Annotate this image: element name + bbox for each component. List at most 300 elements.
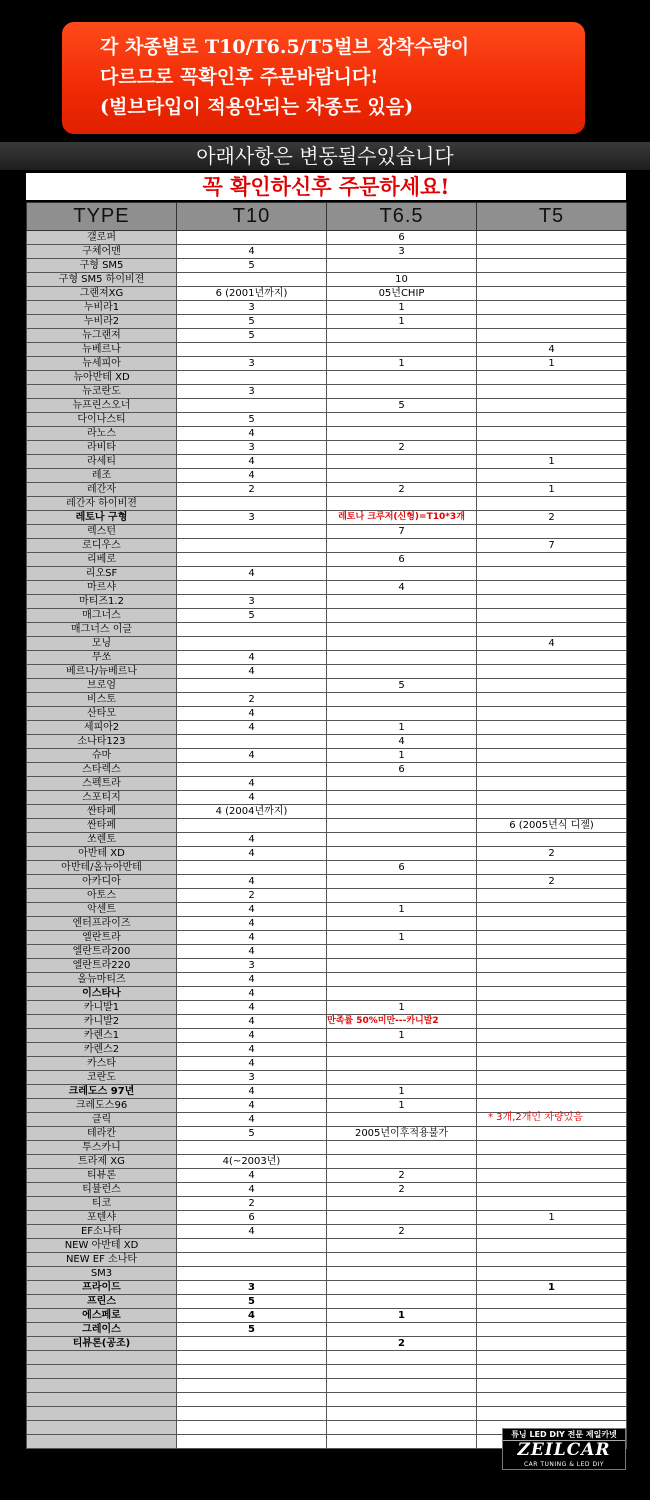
t5-cell [477, 1197, 627, 1211]
t10-cell [177, 1379, 327, 1393]
table-row [27, 273, 627, 287]
table-row [27, 721, 627, 735]
t6-5-cell [327, 1421, 477, 1435]
t5-cell [477, 231, 627, 245]
t6-5-cell [327, 1197, 477, 1211]
t5-cell [477, 805, 627, 819]
car-model-cell: 리오SF [27, 567, 177, 581]
car-model-cell: 티코 [27, 1197, 177, 1211]
t6-5-cell: 만족률 50%미만---카니발2 [327, 1015, 477, 1029]
table-row [27, 805, 627, 819]
t5-cell [477, 413, 627, 427]
car-model-cell: 뉴아반테 XD [27, 371, 177, 385]
car-model-cell: 포텐샤 [27, 1211, 177, 1225]
car-model-cell: 티뷰론 [27, 1169, 177, 1183]
t10-cell: 5 [177, 1127, 327, 1141]
car-model-cell: 티뷰론(공조) [27, 1337, 177, 1351]
t6-5-cell [327, 385, 477, 399]
car-model-cell: 라노스 [27, 427, 177, 441]
t10-cell: 3 [177, 357, 327, 371]
t6-5-cell [327, 693, 477, 707]
t6-5-cell: 3 [327, 245, 477, 259]
t6-5-cell [327, 1281, 477, 1295]
table-row [27, 1379, 627, 1393]
t10-cell [177, 735, 327, 749]
t5-cell [477, 623, 627, 637]
table-row [27, 1253, 627, 1267]
car-model-cell: 엔터프라이즈 [27, 917, 177, 931]
table-row [27, 357, 627, 371]
t5-cell [477, 917, 627, 931]
t5-cell [477, 1057, 627, 1071]
table-row [27, 847, 627, 861]
t10-cell: 4 [177, 567, 327, 581]
table-row [27, 973, 627, 987]
car-model-cell: 아카디아 [27, 875, 177, 889]
car-model-cell: 코란도 [27, 1071, 177, 1085]
t10-cell: 4 [177, 777, 327, 791]
t5-cell [477, 1225, 627, 1239]
t6-5-cell: 1 [327, 903, 477, 917]
t5-cell [477, 567, 627, 581]
car-model-cell: 세피아2 [27, 721, 177, 735]
car-model-cell: 레간자 [27, 483, 177, 497]
t10-cell [177, 1267, 327, 1281]
t10-cell: 4 [177, 1001, 327, 1015]
table-row [27, 595, 627, 609]
car-model-cell: 뉴프린스오너 [27, 399, 177, 413]
t6-5-cell: 4 [327, 581, 477, 595]
t6-5-cell [327, 777, 477, 791]
t10-cell: 2 [177, 693, 327, 707]
warning-banner [62, 22, 585, 134]
t10-cell: 5 [177, 1323, 327, 1337]
table-header-row [27, 203, 627, 231]
t10-cell: 4 [177, 455, 327, 469]
t5-cell [477, 399, 627, 413]
t5-cell [477, 1169, 627, 1183]
t6-5-cell [327, 707, 477, 721]
t10-cell [177, 231, 327, 245]
t10-cell: 4 [177, 791, 327, 805]
t6-5-cell: 2 [327, 1225, 477, 1239]
car-model-cell: 이스타나 [27, 987, 177, 1001]
t5-cell: 1 [477, 1281, 627, 1295]
t6-5-cell: 6 [327, 861, 477, 875]
t6-5-cell: 2 [327, 483, 477, 497]
table-row [27, 959, 627, 973]
t5-cell [477, 665, 627, 679]
car-model-cell: 클릭 [27, 1113, 177, 1127]
t6-5-cell [327, 329, 477, 343]
t6-5-cell: 2 [327, 1337, 477, 1351]
table-row [27, 735, 627, 749]
t10-cell: 4 [177, 1169, 327, 1183]
t10-cell: 4 [177, 833, 327, 847]
table-row [27, 707, 627, 721]
car-model-cell: 카니발2 [27, 1015, 177, 1029]
t10-cell [177, 679, 327, 693]
t5-cell [477, 1141, 627, 1155]
t6-5-cell [327, 595, 477, 609]
t10-cell: 3 [177, 301, 327, 315]
table-row [27, 1267, 627, 1281]
car-model-cell: 프린스 [27, 1295, 177, 1309]
t6-5-cell: 1 [327, 315, 477, 329]
table-row [27, 441, 627, 455]
t6-5-cell [327, 833, 477, 847]
t10-cell: 4 [177, 903, 327, 917]
car-model-cell: EF소나타 [27, 1225, 177, 1239]
table-row [27, 371, 627, 385]
t10-cell: 4 [177, 707, 327, 721]
t6-5-cell: 6 [327, 231, 477, 245]
table-row [27, 525, 627, 539]
car-model-cell: 구체어맨 [27, 245, 177, 259]
t10-cell: 4 [177, 245, 327, 259]
car-model-cell: 매그너스 [27, 609, 177, 623]
t10-cell [177, 497, 327, 511]
car-model-cell: 뉴세피아 [27, 357, 177, 371]
car-model-cell: 프라이드 [27, 1281, 177, 1295]
table-row [27, 679, 627, 693]
t6-5-cell: 1 [327, 1085, 477, 1099]
t6-5-cell [327, 1407, 477, 1421]
car-model-cell: 마르샤 [27, 581, 177, 595]
table-row [27, 931, 627, 945]
table-row [27, 609, 627, 623]
t6-5-cell [327, 1239, 477, 1253]
t5-cell [477, 735, 627, 749]
t6-5-cell [327, 539, 477, 553]
t6-5-cell [327, 343, 477, 357]
t6-5-cell [327, 987, 477, 1001]
t10-cell: 2 [177, 483, 327, 497]
t6-5-cell [327, 455, 477, 469]
car-model-cell: 누비라1 [27, 301, 177, 315]
car-model-cell: 다이나스티 [27, 413, 177, 427]
car-model-cell: 리베로 [27, 553, 177, 567]
t5-cell [477, 371, 627, 385]
car-model-cell: 모닝 [27, 637, 177, 651]
car-model-cell [27, 1435, 177, 1449]
header-t6-5: T6.5 [327, 203, 477, 231]
table-row [27, 833, 627, 847]
t5-cell [477, 315, 627, 329]
t10-cell: 4 [177, 917, 327, 931]
table-row [27, 1211, 627, 1225]
car-model-cell: 카렌스2 [27, 1043, 177, 1057]
t6-5-cell [327, 1435, 477, 1449]
table-row [27, 1365, 627, 1379]
t6-5-cell [327, 1253, 477, 1267]
t6-5-cell: 1 [327, 1099, 477, 1113]
t10-cell: 4 [177, 1043, 327, 1057]
t5-cell [477, 1393, 627, 1407]
banner-line-2: 다르므로 꼭확인후 주문바람니다! [100, 66, 379, 88]
table-row [27, 1225, 627, 1239]
t10-cell: 4 [177, 973, 327, 987]
t5-cell [477, 1379, 627, 1393]
car-model-cell: 그랜져XG [27, 287, 177, 301]
car-model-cell [27, 1407, 177, 1421]
t10-cell: 5 [177, 413, 327, 427]
car-model-cell: 비스토 [27, 693, 177, 707]
table-row [27, 819, 627, 833]
t6-5-cell [327, 371, 477, 385]
t10-cell: 2 [177, 1197, 327, 1211]
t10-cell [177, 539, 327, 553]
t10-cell [177, 273, 327, 287]
car-model-cell: 매그너스 이글 [27, 623, 177, 637]
zeilcar-logo [502, 1428, 626, 1470]
t10-cell: 4 [177, 1113, 327, 1127]
t10-cell [177, 763, 327, 777]
table-row [27, 455, 627, 469]
car-model-cell: 마티즈1.2 [27, 595, 177, 609]
car-model-cell: 라비타 [27, 441, 177, 455]
t6-5-cell: 10 [327, 273, 477, 287]
t10-cell [177, 371, 327, 385]
car-model-cell: 소나타123 [27, 735, 177, 749]
logo-brand: ZEILCAR [517, 1440, 611, 1460]
banner-line-1: 각 차종별로 T10/T6.5/T5벌브 장착수량이 [100, 36, 470, 58]
t5-cell [477, 469, 627, 483]
t10-cell [177, 637, 327, 651]
car-model-cell: 아반테/올뉴아반테 [27, 861, 177, 875]
table-row [27, 315, 627, 329]
t5-cell [477, 1323, 627, 1337]
t10-cell: 4 [177, 721, 327, 735]
t6-5-cell: 05년CHIP [327, 287, 477, 301]
table-row [27, 245, 627, 259]
table-row [27, 903, 627, 917]
table-row [27, 259, 627, 273]
t6-5-cell: 1 [327, 1001, 477, 1015]
table-row [27, 1043, 627, 1057]
t6-5-cell [327, 567, 477, 581]
table-row [27, 749, 627, 763]
t5-cell [477, 1337, 627, 1351]
table-row [27, 875, 627, 889]
t6-5-cell [327, 917, 477, 931]
t5-cell: 7 [477, 539, 627, 553]
t5-cell [477, 1253, 627, 1267]
car-model-cell: 쏘렌토 [27, 833, 177, 847]
t6-5-cell [327, 637, 477, 651]
t10-cell: 4 (2004년까지) [177, 805, 327, 819]
car-model-cell: 뉴그랜져 [27, 329, 177, 343]
car-model-cell: 구형 SM5 하이비젼 [27, 273, 177, 287]
t6-5-cell [327, 1071, 477, 1085]
t5-cell [477, 945, 627, 959]
confirm-notice: 꼭 확인하신후 주문하세요! [26, 173, 626, 200]
t5-cell: 2 [477, 875, 627, 889]
table-row [27, 483, 627, 497]
t6-5-cell [327, 805, 477, 819]
t10-cell: 3 [177, 959, 327, 973]
t6-5-cell [327, 1323, 477, 1337]
table-row [27, 329, 627, 343]
car-model-cell: 카스타 [27, 1057, 177, 1071]
car-model-cell: 스펙트라 [27, 777, 177, 791]
change-notice: 아래사항은 변동될수있습니다 [0, 142, 650, 170]
table-row [27, 287, 627, 301]
t5-cell [477, 1071, 627, 1085]
table-row [27, 427, 627, 441]
t10-cell: 3 [177, 441, 327, 455]
t6-5-cell [327, 1351, 477, 1365]
t6-5-cell [327, 1393, 477, 1407]
table-row [27, 693, 627, 707]
t6-5-cell [327, 1365, 477, 1379]
t6-5-cell: 6 [327, 763, 477, 777]
t5-cell [477, 903, 627, 917]
t6-5-cell [327, 1155, 477, 1169]
t5-cell [477, 259, 627, 273]
car-model-cell: 카렌스1 [27, 1029, 177, 1043]
t5-cell [477, 1015, 627, 1029]
t5-cell: 2 [477, 511, 627, 525]
car-model-cell [27, 1351, 177, 1365]
t5-cell [477, 301, 627, 315]
table-row [27, 1169, 627, 1183]
t10-cell: 3 [177, 511, 327, 525]
t10-cell [177, 861, 327, 875]
t10-cell: 4 [177, 1085, 327, 1099]
logo-subtitle: CAR TUNING & LED DIY [523, 1461, 605, 1468]
t6-5-cell: 1 [327, 749, 477, 763]
t10-cell [177, 525, 327, 539]
t5-cell [477, 1043, 627, 1057]
t5-cell: 1 [477, 455, 627, 469]
table-row [27, 665, 627, 679]
table-row [27, 917, 627, 931]
table-row [27, 1057, 627, 1071]
car-model-cell: 베르나/뉴베르나 [27, 665, 177, 679]
table-row [27, 1155, 627, 1169]
car-model-cell: 레토나 구형 [27, 511, 177, 525]
t10-cell: 5 [177, 329, 327, 343]
table-row [27, 231, 627, 245]
car-model-cell: 싼타페 [27, 819, 177, 833]
t10-cell [177, 399, 327, 413]
t10-cell: 4 [177, 665, 327, 679]
table-row [27, 1197, 627, 1211]
t10-cell: 4 [177, 931, 327, 945]
table-row [27, 539, 627, 553]
t5-cell [477, 287, 627, 301]
t10-cell: 5 [177, 609, 327, 623]
car-model-cell: 브로엄 [27, 679, 177, 693]
t6-5-cell [327, 875, 477, 889]
t10-cell [177, 1141, 327, 1155]
t10-cell: 4(~2003년) [177, 1155, 327, 1169]
t5-cell [477, 707, 627, 721]
car-model-cell [27, 1421, 177, 1435]
car-model-cell: 크레도스96 [27, 1099, 177, 1113]
t5-cell [477, 721, 627, 735]
t5-cell [477, 427, 627, 441]
t5-cell [477, 777, 627, 791]
car-model-cell: 렉스턴 [27, 525, 177, 539]
t6-5-cell: 1 [327, 301, 477, 315]
car-model-cell [27, 1365, 177, 1379]
t10-cell: 4 [177, 1099, 327, 1113]
t5-cell: 1 [477, 483, 627, 497]
table-body [27, 231, 627, 1449]
t10-cell: 4 [177, 987, 327, 1001]
t5-cell: 1 [477, 357, 627, 371]
car-model-cell: 아토스 [27, 889, 177, 903]
t10-cell [177, 1435, 327, 1449]
t6-5-cell [327, 259, 477, 273]
car-model-cell [27, 1379, 177, 1393]
car-model-cell: 투스카니 [27, 1141, 177, 1155]
t6-5-cell: 1 [327, 721, 477, 735]
t6-5-cell: 5 [327, 399, 477, 413]
car-model-cell [27, 1393, 177, 1407]
car-model-cell: 스포티지 [27, 791, 177, 805]
table-row [27, 1127, 627, 1141]
table-row [27, 553, 627, 567]
car-model-cell: 누비라2 [27, 315, 177, 329]
t5-cell [477, 749, 627, 763]
t6-5-cell [327, 959, 477, 973]
table-row [27, 385, 627, 399]
car-model-cell: SM3 [27, 1267, 177, 1281]
car-model-cell: NEW 아반테 XD [27, 1239, 177, 1253]
table-row [27, 651, 627, 665]
car-model-cell: 아반테 XD [27, 847, 177, 861]
t6-5-cell [327, 1295, 477, 1309]
t10-cell: 4 [177, 847, 327, 861]
table-row [27, 987, 627, 1001]
car-model-cell: 레조 [27, 469, 177, 483]
table-row [27, 1239, 627, 1253]
t6-5-cell [327, 1057, 477, 1071]
t5-cell [477, 1155, 627, 1169]
t6-5-cell [327, 1211, 477, 1225]
t5-cell [477, 1267, 627, 1281]
car-model-cell: 엘란트라220 [27, 959, 177, 973]
car-model-cell: 트라제 XG [27, 1155, 177, 1169]
t10-cell: 3 [177, 385, 327, 399]
t5-cell [477, 595, 627, 609]
table-row [27, 1281, 627, 1295]
table-row [27, 777, 627, 791]
t5-cell [477, 1085, 627, 1099]
t10-cell: 4 [177, 1183, 327, 1197]
car-model-cell: 엘란트라200 [27, 945, 177, 959]
t5-cell [477, 1365, 627, 1379]
table-row [27, 791, 627, 805]
t5-cell [477, 1351, 627, 1365]
t6-5-cell: 1 [327, 1029, 477, 1043]
t5-cell [477, 581, 627, 595]
t10-cell: 5 [177, 259, 327, 273]
car-model-cell: 뉴코란도 [27, 385, 177, 399]
table-row [27, 1085, 627, 1099]
t10-cell [177, 1365, 327, 1379]
car-model-cell: 무쏘 [27, 651, 177, 665]
car-model-cell: 구형 SM5 [27, 259, 177, 273]
t10-cell [177, 623, 327, 637]
t10-cell [177, 1421, 327, 1435]
t5-cell [477, 791, 627, 805]
table-row [27, 1323, 627, 1337]
car-model-cell: 카니발1 [27, 1001, 177, 1015]
